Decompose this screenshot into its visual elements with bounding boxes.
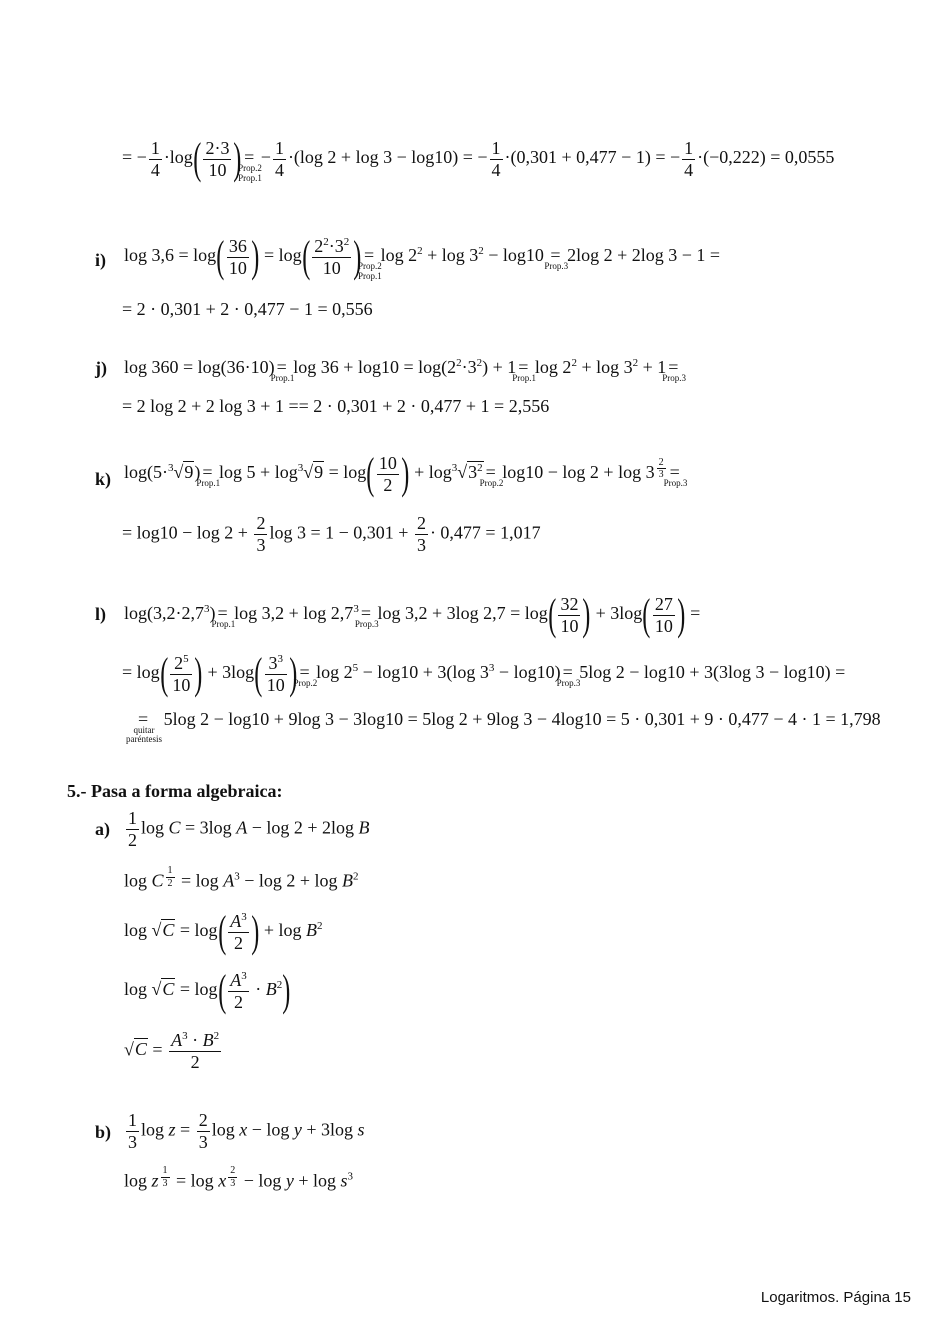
a-line-3: log √C = log( $\frac{A^3}{2}$ ) + $\log B^2$	[124, 907, 323, 956]
b-line-1: $\frac{1}{3}$ log z = $\frac{2}{3}$ log x − log y + 3log s	[128, 1110, 365, 1152]
a-line-4: log √C = log( $\frac{A^3}{2}$ · $B^2$)	[124, 966, 291, 1015]
item-label-l: l)	[95, 604, 106, 624]
k-line-1: log(5·$^3$√9) = Prop.1 $\log 5 + \log^3√9 = \log$( $\frac{10}{2}$ ) + $\log^3√3^2$ = Prop.2 log10 − log 2 + log 3 $^{\frac{2}{3}}$ = Prop.3	[124, 449, 688, 498]
page-footer: Logaritmos. Página 15	[760, 1289, 911, 1306]
j-line-2: = 2 log 2 + 2 log 3 + 1 == 2 · 0,301 + 2 · 0,477 + 1 = 2,556	[122, 396, 550, 416]
item-label-b: b)	[95, 1122, 112, 1142]
item-label-a: a)	[95, 819, 110, 839]
b-line-2: log z $^{\frac{1}{3}}$ = log x $^{\frac{2}{3}}$ − $\log y + \log s^3$	[124, 1165, 354, 1191]
k-line-2: = log10 − log 2 + $\frac{2}{3}$ log 3 = 1 − 0,301 + $\frac{2}{3}$ · 0,477 = 1,017	[122, 513, 541, 555]
i-line-1: log 3,6 = log( $\frac{36}{10}$ ) = log( $\frac{2^2\cdot 3^2}{10}$ ) = Prop.2 Prop.1 $\log 2^2 + \log 3^2 - \log 10$ = Prop.3 2log 2 + 2log 3 − 1 =	[124, 232, 721, 281]
h-continuation: = − $\frac{1}{4}$ ·log( $\frac{2\cdot 3}{10}$ ) = Prop.2 Prop.1 − $\frac{1}{4}$ ·(log 2 + log 3 − log10) = − $\frac{1}{4}$ ·(0,301 + 0,477 − 1) = − $\frac{1}{4}$ ·(−0,222) = 0,0555	[122, 134, 835, 183]
l-line-3: = quitar paréntesis 5log 2 − log10 + 9log 3 − 3log10 = 5log 2 + 9log 3 − 4log10 = 5 · 0,301 + 9 · 0,477 − 4 · 1 = 1,798	[126, 709, 881, 745]
a-line-5: √C = $\frac{A^3 \cdot B^2}{2}$	[124, 1030, 220, 1072]
l-line-1: $\log(3,2\cdot 2,7^3)$ = Prop.1 $\log 3,2 + \log 2,7^3$ = Prop.3 log 3,2 + 3log 2,7 = log( $\frac{32}{10}$ ) + 3log( $\frac{27}{10}$ ) =	[124, 590, 701, 639]
j-line-1: log 360 = log(36·10) = Prop.1 $\log 36 + \log 10 = \log(2^2\cdot 3^2) + 1$ = Prop.1 $\log 2^2 + \log 3^2 + 1$ = Prop.3	[124, 357, 687, 383]
section-5-title: 5.- Pasa a forma algebraica:	[67, 781, 283, 801]
item-label-k: k)	[95, 469, 112, 489]
i-line-2: = 2 · 0,301 + 2 · 0,477 − 1 = 0,556	[122, 299, 373, 319]
item-label-j: j)	[95, 358, 107, 378]
a-line-2: log C $^{\frac{1}{2}}$ = $\log A^3 - \log 2 + \log B^2$	[124, 865, 359, 891]
l-line-2: = log( $\frac{2^5}{10}$ ) + 3log( $\frac{3^3}{10}$ ) = Prop.2 $\log 2^5 - \log 10 + 3(\log$ $3^3 - \log 10$) = Prop.3 5log 2 − log10 + 3(3log 3 − log10) =	[122, 649, 846, 698]
a-line-1: $\frac{1}{2}$ log C = 3log A − log 2 + 2log B	[128, 808, 370, 850]
item-label-i: i)	[95, 250, 106, 270]
